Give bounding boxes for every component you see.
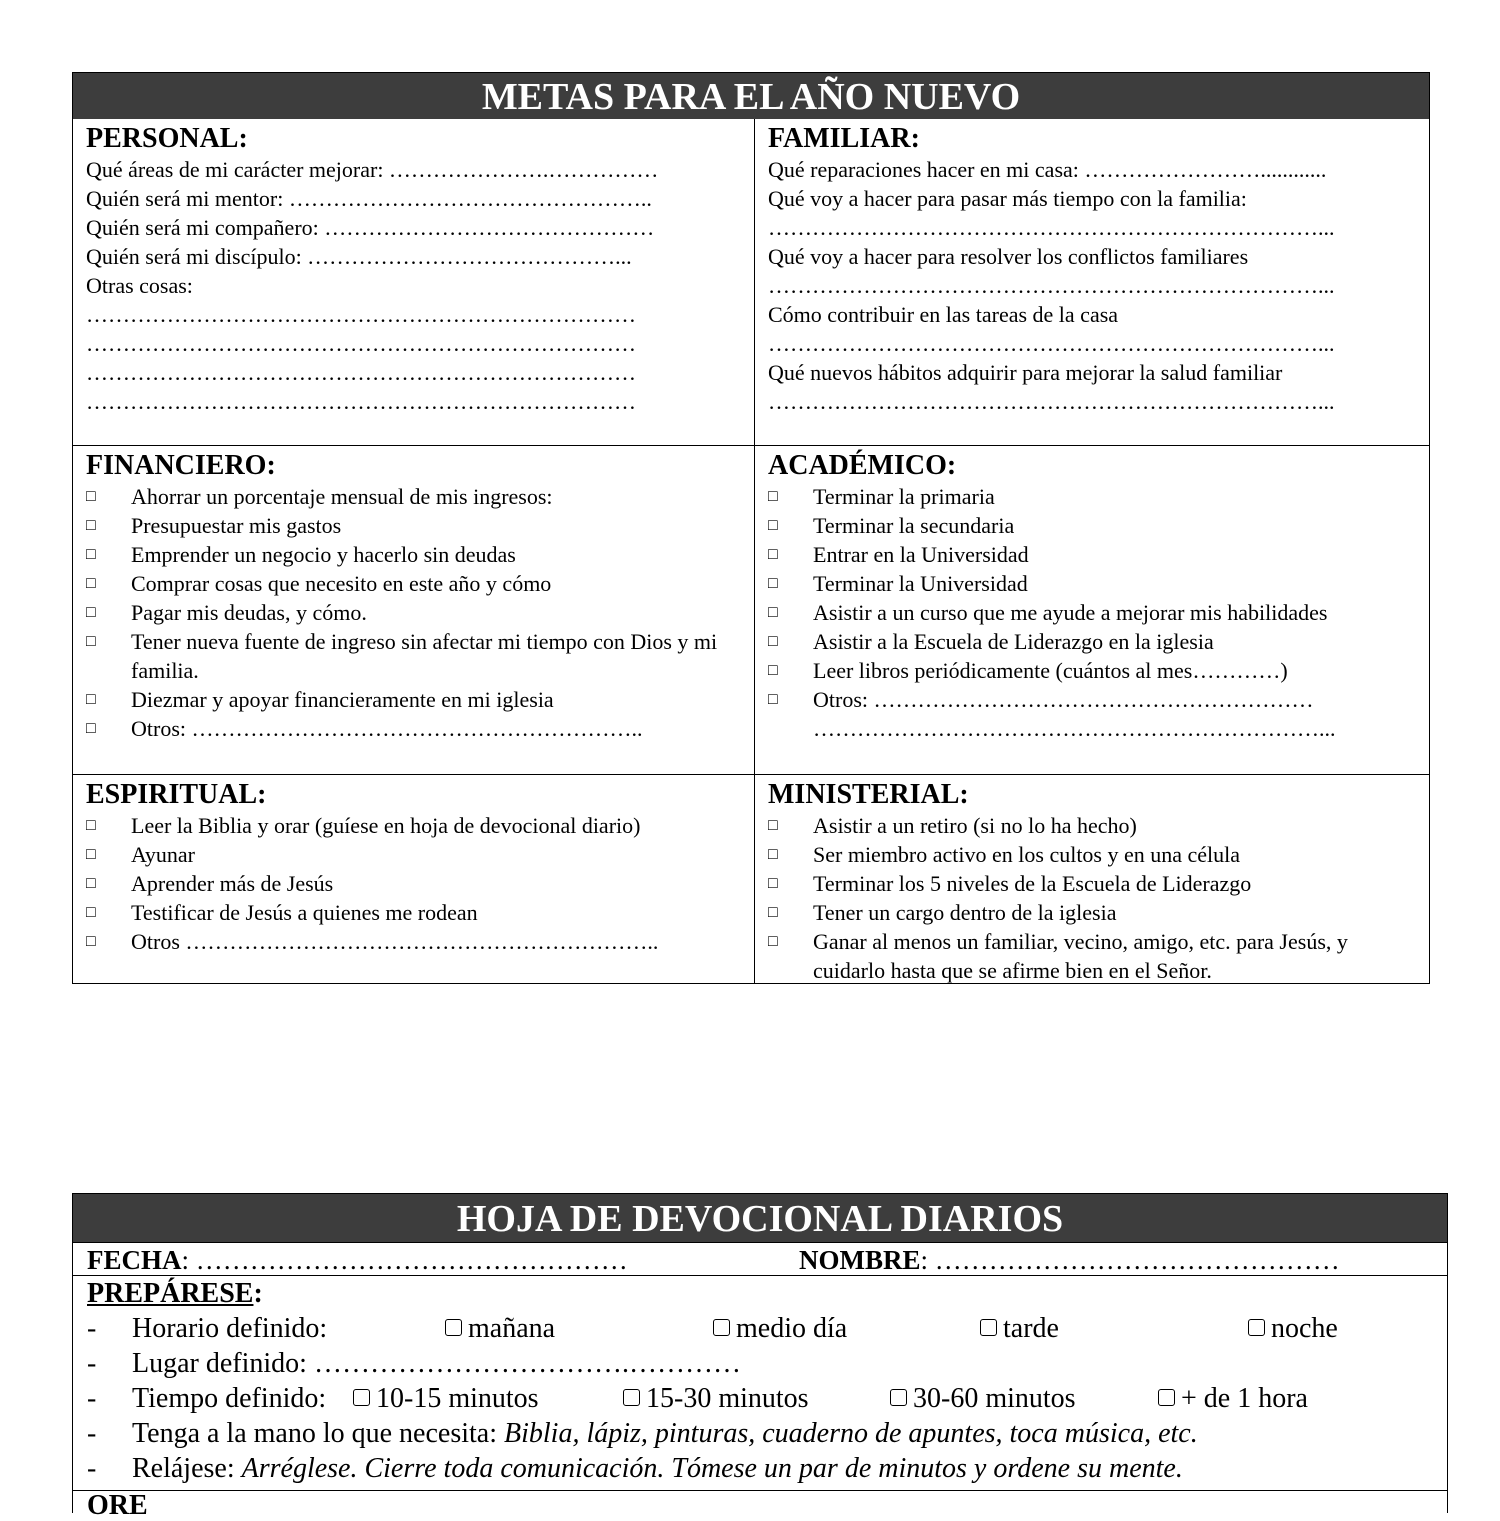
- option-manana[interactable]: mañana: [445, 1311, 555, 1346]
- nombre-field[interactable]: [799, 1243, 1340, 1278]
- academico-item: □ Terminar la primaria: [768, 484, 995, 509]
- prepare-section: [73, 1276, 1447, 1486]
- financiero-item: □ Otros: ……………………………………………………..: [86, 716, 643, 741]
- checkbox-icon[interactable]: □: [768, 662, 778, 679]
- familiar-line: Qué reparaciones hacer en mi casa: ……………………............: [768, 157, 1327, 182]
- option-tarde[interactable]: tarde: [980, 1311, 1059, 1346]
- checkbox-icon: [980, 1319, 997, 1336]
- checkbox-icon[interactable]: □: [86, 904, 96, 921]
- checkbox-icon[interactable]: □: [86, 633, 96, 650]
- section-divider: [73, 1490, 1447, 1491]
- ore-heading: ORE: [87, 1490, 148, 1521]
- checkbox-icon[interactable]: □: [86, 846, 96, 863]
- espiritual-item: □ Otros ………………………………………………………..: [86, 929, 659, 954]
- checkbox-icon[interactable]: □: [86, 546, 96, 563]
- personal-blank-line: …………………………………………………………………: [86, 302, 636, 327]
- checkbox-icon[interactable]: □: [768, 846, 778, 863]
- checkbox-icon[interactable]: □: [86, 933, 96, 950]
- checkbox-icon[interactable]: □: [768, 488, 778, 505]
- familiar-line: Qué voy a hacer para resolver los conflictos familiares: [768, 244, 1249, 269]
- espiritual-item: □ Ayunar: [86, 842, 195, 867]
- financiero-item: □ Comprar cosas que necesito en este año y cómo: [86, 571, 552, 596]
- checkbox-icon: [713, 1319, 730, 1336]
- checkbox-icon[interactable]: □: [768, 546, 778, 563]
- personal-line: Otras cosas:: [86, 273, 193, 298]
- checkbox-icon[interactable]: □: [86, 604, 96, 621]
- financiero-item: □ Tener nueva fuente de ingreso sin afectar mi tiempo con Dios y mi familia.: [86, 629, 718, 683]
- checkbox-icon[interactable]: □: [768, 691, 778, 708]
- devotional-title: HOJA DE DEVOCIONAL DIARIOS: [73, 1194, 1447, 1242]
- checkbox-icon: [890, 1389, 907, 1406]
- fecha-nombre-row: [73, 1242, 1447, 1276]
- checkbox-icon[interactable]: □: [768, 633, 778, 650]
- checkbox-icon[interactable]: □: [768, 517, 778, 534]
- goals-row-1: [73, 119, 1429, 445]
- personal-line: Quién será mi discípulo: ……………………………………...: [86, 244, 632, 269]
- nombre-label: NOMBRE: [799, 1245, 921, 1275]
- familiar-line: Cómo contribuir en las tareas de la casa: [768, 302, 1119, 327]
- financiero-item: □ Pagar mis deudas, y cómo.: [86, 600, 367, 625]
- checkbox-icon[interactable]: □: [86, 575, 96, 592]
- personal-line: Qué áreas de mi carácter mejorar: ………………….……………: [86, 157, 659, 182]
- checkbox-icon: [445, 1319, 462, 1336]
- financiero-item: □ Emprender un negocio y hacerlo sin deudas: [86, 542, 516, 567]
- familiar-heading: FAMILIAR:: [768, 123, 920, 154]
- tenga-line: - Tenga a la mano lo que necesita: Biblia, lápiz, pinturas, cuaderno de apuntes, toca música, etc.: [87, 1418, 1198, 1449]
- devotional-table: [72, 1193, 1448, 1521]
- checkbox-icon[interactable]: □: [768, 904, 778, 921]
- familiar-line: Qué voy a hacer para pasar más tiempo con la familia:: [768, 186, 1247, 211]
- espiritual-item: □ Aprender más de Jesús: [86, 871, 334, 896]
- ministerial-item: □ Tener un cargo dentro de la iglesia: [768, 900, 1117, 925]
- ministerial-item: □ Asistir a un retiro (si no lo ha hecho): [768, 813, 1137, 838]
- checkbox-icon[interactable]: □: [86, 488, 96, 505]
- checkbox-icon[interactable]: □: [768, 604, 778, 621]
- option-15-30[interactable]: 15-30 minutos: [623, 1381, 809, 1416]
- academico-item: □ Asistir a la Escuela de Liderazgo en la iglesia: [768, 629, 1214, 654]
- prepare-heading: PREPÁRESE: [87, 1278, 254, 1309]
- prepare-heading-line: PREPÁRESE:: [87, 1278, 263, 1309]
- horario-label: Horario definido:: [132, 1313, 328, 1344]
- checkbox-icon[interactable]: □: [86, 817, 96, 834]
- academico-item-continuation: ……………………………………………………………...: [813, 716, 1336, 741]
- fecha-label: FECHA: [87, 1245, 182, 1275]
- academico-section: [755, 445, 1429, 774]
- academico-item: □ Otros: ……………………………………………………: [768, 687, 1314, 712]
- checkbox-icon[interactable]: □: [86, 517, 96, 534]
- checkbox-icon[interactable]: □: [768, 875, 778, 892]
- familiar-blank-line: …………………………………………………………………...: [768, 389, 1335, 414]
- personal-heading: PERSONAL:: [86, 123, 248, 154]
- espiritual-section: [73, 774, 755, 983]
- personal-line: Quién será mi compañero: ………………………………………: [86, 215, 655, 240]
- espiritual-item: □ Leer la Biblia y orar (guíese en hoja de devocional diario): [86, 813, 641, 838]
- financiero-section: [73, 445, 755, 774]
- ministerial-heading: MINISTERIAL:: [768, 779, 969, 810]
- goals-title: METAS PARA EL AÑO NUEVO: [73, 73, 1429, 119]
- personal-blank-line: …………………………………………………………………: [86, 331, 636, 356]
- personal-blank-line: …………………………………………………………………: [86, 389, 636, 414]
- familiar-blank-line: …………………………………………………………………...: [768, 273, 1335, 298]
- option-mas-1-hora[interactable]: + de 1 hora: [1158, 1381, 1308, 1416]
- relajese-line: - Relájese: Arréglese. Cierre toda comunicación. Tómese un par de minutos y ordene su mente.: [87, 1453, 1183, 1484]
- fecha-dots: : …………………………………………: [181, 1245, 628, 1275]
- checkbox-icon[interactable]: □: [768, 817, 778, 834]
- familiar-blank-line: …………………………………………………………………...: [768, 331, 1335, 356]
- checkbox-icon[interactable]: □: [86, 691, 96, 708]
- relajese-text: Relájese: Arréglese. Cierre toda comunicación. Tómese un par de minutos y ordene su mente.: [132, 1453, 1183, 1484]
- checkbox-icon[interactable]: □: [768, 933, 778, 950]
- fecha-field[interactable]: [87, 1245, 628, 1275]
- academico-item: □ Terminar la Universidad: [768, 571, 1028, 596]
- financiero-item: □ Ahorrar un porcentaje mensual de mis ingresos:: [86, 484, 553, 509]
- option-noche[interactable]: noche: [1248, 1311, 1338, 1346]
- goals-table: [72, 72, 1430, 984]
- nombre-dots: : ………………………………………: [920, 1245, 1340, 1275]
- checkbox-icon: [1158, 1389, 1175, 1406]
- checkbox-icon[interactable]: □: [768, 575, 778, 592]
- checkbox-icon[interactable]: □: [86, 875, 96, 892]
- familiar-section: [755, 119, 1429, 445]
- financiero-heading: FINANCIERO:: [86, 450, 276, 481]
- espiritual-item: □ Testificar de Jesús a quienes me rodean: [86, 900, 478, 925]
- tiempo-label: Tiempo definido:: [132, 1383, 327, 1414]
- ministerial-section: [755, 774, 1429, 983]
- goals-row-2: [73, 445, 1429, 774]
- financiero-item: □ Diezmar y apoyar financieramente en mi iglesia: [86, 687, 554, 712]
- personal-line: Quién será mi mentor: …………………………………………..: [86, 186, 652, 211]
- academico-item: □ Entrar en la Universidad: [768, 542, 1029, 567]
- familiar-blank-line: …………………………………………………………………...: [768, 215, 1335, 240]
- ministerial-item: □ Ganar al menos un familiar, vecino, amigo, etc. para Jesús, y cuidarlo hasta que se afirme bien en el Señor.: [768, 929, 1348, 983]
- personal-section: [73, 119, 755, 445]
- option-10-15[interactable]: 10-15 minutos: [353, 1381, 539, 1416]
- checkbox-icon: [353, 1389, 370, 1406]
- financiero-item: □ Presupuestar mis gastos: [86, 513, 342, 538]
- familiar-line: Qué nuevos hábitos adquirir para mejorar la salud familiar: [768, 360, 1283, 385]
- academico-item: □ Terminar la secundaria: [768, 513, 1015, 538]
- goals-row-3: [73, 774, 1429, 983]
- lugar-line: - Lugar definido: …………………………….…………: [87, 1348, 741, 1379]
- checkbox-icon: [1248, 1319, 1265, 1336]
- checkbox-icon: [623, 1389, 640, 1406]
- horario-line: - Horario definido: mañana medio día tarde noche: [87, 1313, 1338, 1344]
- ministerial-item: □ Terminar los 5 niveles de la Escuela de Liderazgo: [768, 871, 1252, 896]
- option-medio-dia[interactable]: medio día: [713, 1311, 847, 1346]
- academico-item: □ Leer libros periódicamente (cuántos al mes…………): [768, 658, 1288, 683]
- academico-heading: ACADÉMICO:: [768, 450, 957, 481]
- lugar-label[interactable]: Lugar definido: …………………………….…………: [132, 1348, 741, 1379]
- option-30-60[interactable]: 30-60 minutos: [890, 1381, 1076, 1416]
- espiritual-heading: ESPIRITUAL:: [86, 779, 267, 810]
- personal-blank-line: …………………………………………………………………: [86, 360, 636, 385]
- checkbox-icon[interactable]: □: [86, 720, 96, 737]
- academico-item: □ Asistir a un curso que me ayude a mejorar mis habilidades: [768, 600, 1328, 625]
- tenga-text: Tenga a la mano lo que necesita: Biblia, lápiz, pinturas, cuaderno de apuntes, toca música, etc.: [132, 1418, 1198, 1449]
- ministerial-item: □ Ser miembro activo en los cultos y en una célula: [768, 842, 1241, 867]
- tiempo-line: - Tiempo definido: 10-15 minutos 15-30 minutos 30-60 minutos + de 1 hora: [87, 1383, 1308, 1414]
